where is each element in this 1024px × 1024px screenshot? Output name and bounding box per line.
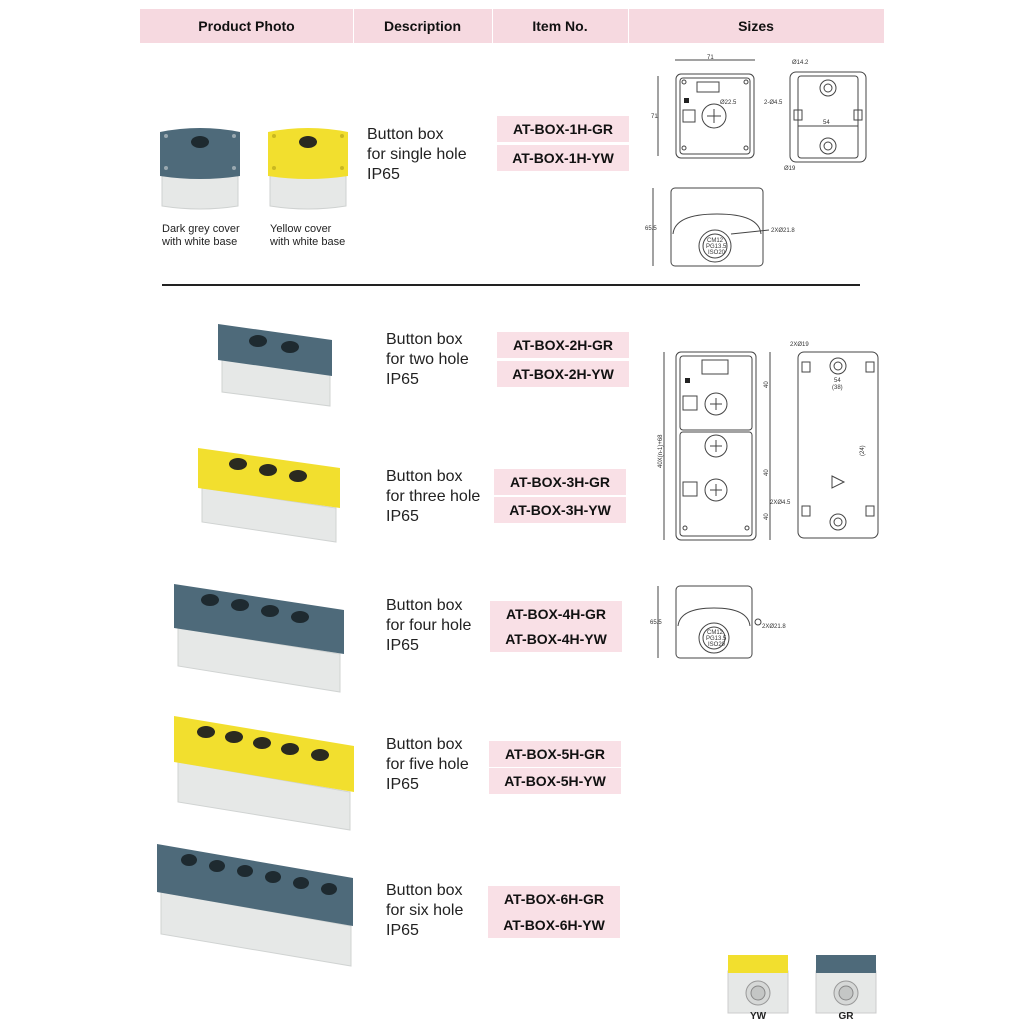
svg-text:65.5: 65.5 (650, 620, 662, 626)
dimension-drawing-back (760, 54, 875, 174)
caption-grey (162, 223, 240, 249)
box-5h-photo (170, 710, 356, 834)
dimension-drawing-multi-front (658, 348, 783, 544)
svg-text:65.5: 65.5 (645, 226, 657, 232)
dimension-drawing-multi-back (770, 336, 886, 542)
svg-text:40X(n-1)+68: 40X(n-1)+68 (658, 434, 664, 468)
desc-line: Button box (386, 468, 463, 485)
svg-text:Ø22.5: Ø22.5 (720, 100, 737, 106)
swatch-gr-label: GR (838, 1011, 854, 1022)
row-3h-description (386, 467, 480, 527)
section-divider (162, 284, 860, 286)
desc-line: Button box (386, 736, 463, 753)
item-no-2h-gr: AT-BOX-2H-GR (497, 332, 629, 358)
row-6h-description (386, 881, 463, 941)
svg-text:2-Ø4.5: 2-Ø4.5 (764, 100, 783, 106)
svg-text:PG13.5: PG13.5 (706, 636, 727, 642)
svg-text:Ø19: Ø19 (784, 166, 796, 172)
caption-yellow-line1: Yellow cover (270, 223, 332, 235)
desc-line: IP65 (367, 166, 400, 183)
desc-line: for two hole (386, 351, 469, 368)
item-no-1h-yw: AT-BOX-1H-YW (497, 145, 629, 171)
header-sizes: Sizes (738, 18, 774, 34)
item-no-5h-gr: AT-BOX-5H-GR (489, 741, 621, 767)
svg-text:40: 40 (764, 469, 770, 476)
svg-text:Ø14.2: Ø14.2 (792, 60, 809, 66)
desc-line: IP65 (386, 776, 419, 793)
desc-line: for single hole (367, 146, 467, 163)
svg-text:54: 54 (834, 378, 841, 384)
svg-text:71: 71 (707, 55, 714, 61)
item-no-3h-yw: AT-BOX-3H-YW (494, 497, 626, 523)
svg-text:2XØ21.8: 2XØ21.8 (762, 624, 786, 630)
item-no-4h-yw: AT-BOX-4H-YW (490, 626, 622, 652)
single-box-grey-photo (158, 124, 242, 214)
svg-text:2XØ21.8: 2XØ21.8 (771, 228, 795, 234)
svg-text:ISO20: ISO20 (708, 250, 726, 256)
svg-text:CM12: CM12 (707, 238, 724, 244)
svg-text:54: 54 (823, 120, 830, 126)
svg-text:PG13.5: PG13.5 (706, 244, 727, 250)
item-no-6h-gr: AT-BOX-6H-GR (488, 886, 620, 912)
item-no-5h-yw: AT-BOX-5H-YW (489, 768, 621, 794)
item-no-1h-gr: AT-BOX-1H-GR (497, 116, 629, 142)
caption-yellow (270, 223, 345, 249)
desc-line: for four hole (386, 617, 472, 634)
desc-line: Button box (386, 597, 463, 614)
box-6h-photo (155, 840, 355, 970)
row-4h-description (386, 596, 471, 656)
desc-line: IP65 (386, 637, 419, 654)
desc-line: for three hole (386, 488, 481, 505)
caption-yellow-line2: with white base (270, 236, 346, 248)
caption-grey-line1: Dark grey cover (162, 223, 240, 235)
svg-text:CM12: CM12 (707, 630, 724, 636)
single-box-yellow-photo (266, 124, 350, 214)
item-no-2h-yw: AT-BOX-2H-YW (497, 361, 629, 387)
desc-line: for six hole (386, 902, 464, 919)
dimension-drawing-multi-side (650, 582, 800, 662)
desc-line: Button box (386, 882, 463, 899)
svg-text:(38): (38) (832, 385, 843, 391)
item-no-6h-yw: AT-BOX-6H-YW (488, 912, 620, 938)
item-no-3h-gr: AT-BOX-3H-GR (494, 469, 626, 495)
svg-text:2XØ19: 2XØ19 (790, 342, 809, 348)
header-product-photo: Product Photo (140, 9, 354, 43)
header-item-no: Item No. (492, 9, 629, 43)
row-2h-description (386, 330, 469, 390)
svg-text:(24): (24) (860, 445, 866, 456)
box-2h-photo (214, 314, 336, 414)
header-description: Description (353, 9, 493, 43)
box-4h-photo (170, 578, 346, 696)
desc-line: for five hole (386, 756, 469, 773)
desc-line: IP65 (386, 371, 419, 388)
svg-text:40: 40 (764, 513, 770, 520)
swatch-yellow-box (728, 955, 788, 1013)
swatch-yw-label: YW (749, 1011, 767, 1022)
caption-grey-line2: with white base (162, 236, 238, 248)
desc-line: Button box (367, 126, 444, 143)
dimension-drawing-front (650, 54, 760, 164)
svg-text:71: 71 (651, 114, 658, 120)
swatch-grey-box (816, 955, 876, 1013)
item-no-4h-gr: AT-BOX-4H-GR (490, 601, 622, 627)
dimension-drawing-side (645, 184, 805, 270)
svg-text:2XØ4.5: 2XØ4.5 (770, 500, 791, 506)
box-3h-photo (196, 436, 342, 546)
row-5h-description (386, 735, 469, 795)
desc-line: IP65 (386, 508, 419, 525)
single-description (367, 125, 467, 185)
svg-text:ISO20: ISO20 (708, 642, 726, 648)
desc-line: Button box (386, 331, 463, 348)
svg-text:40: 40 (764, 381, 770, 388)
desc-line: IP65 (386, 922, 419, 939)
table-header (140, 9, 884, 43)
